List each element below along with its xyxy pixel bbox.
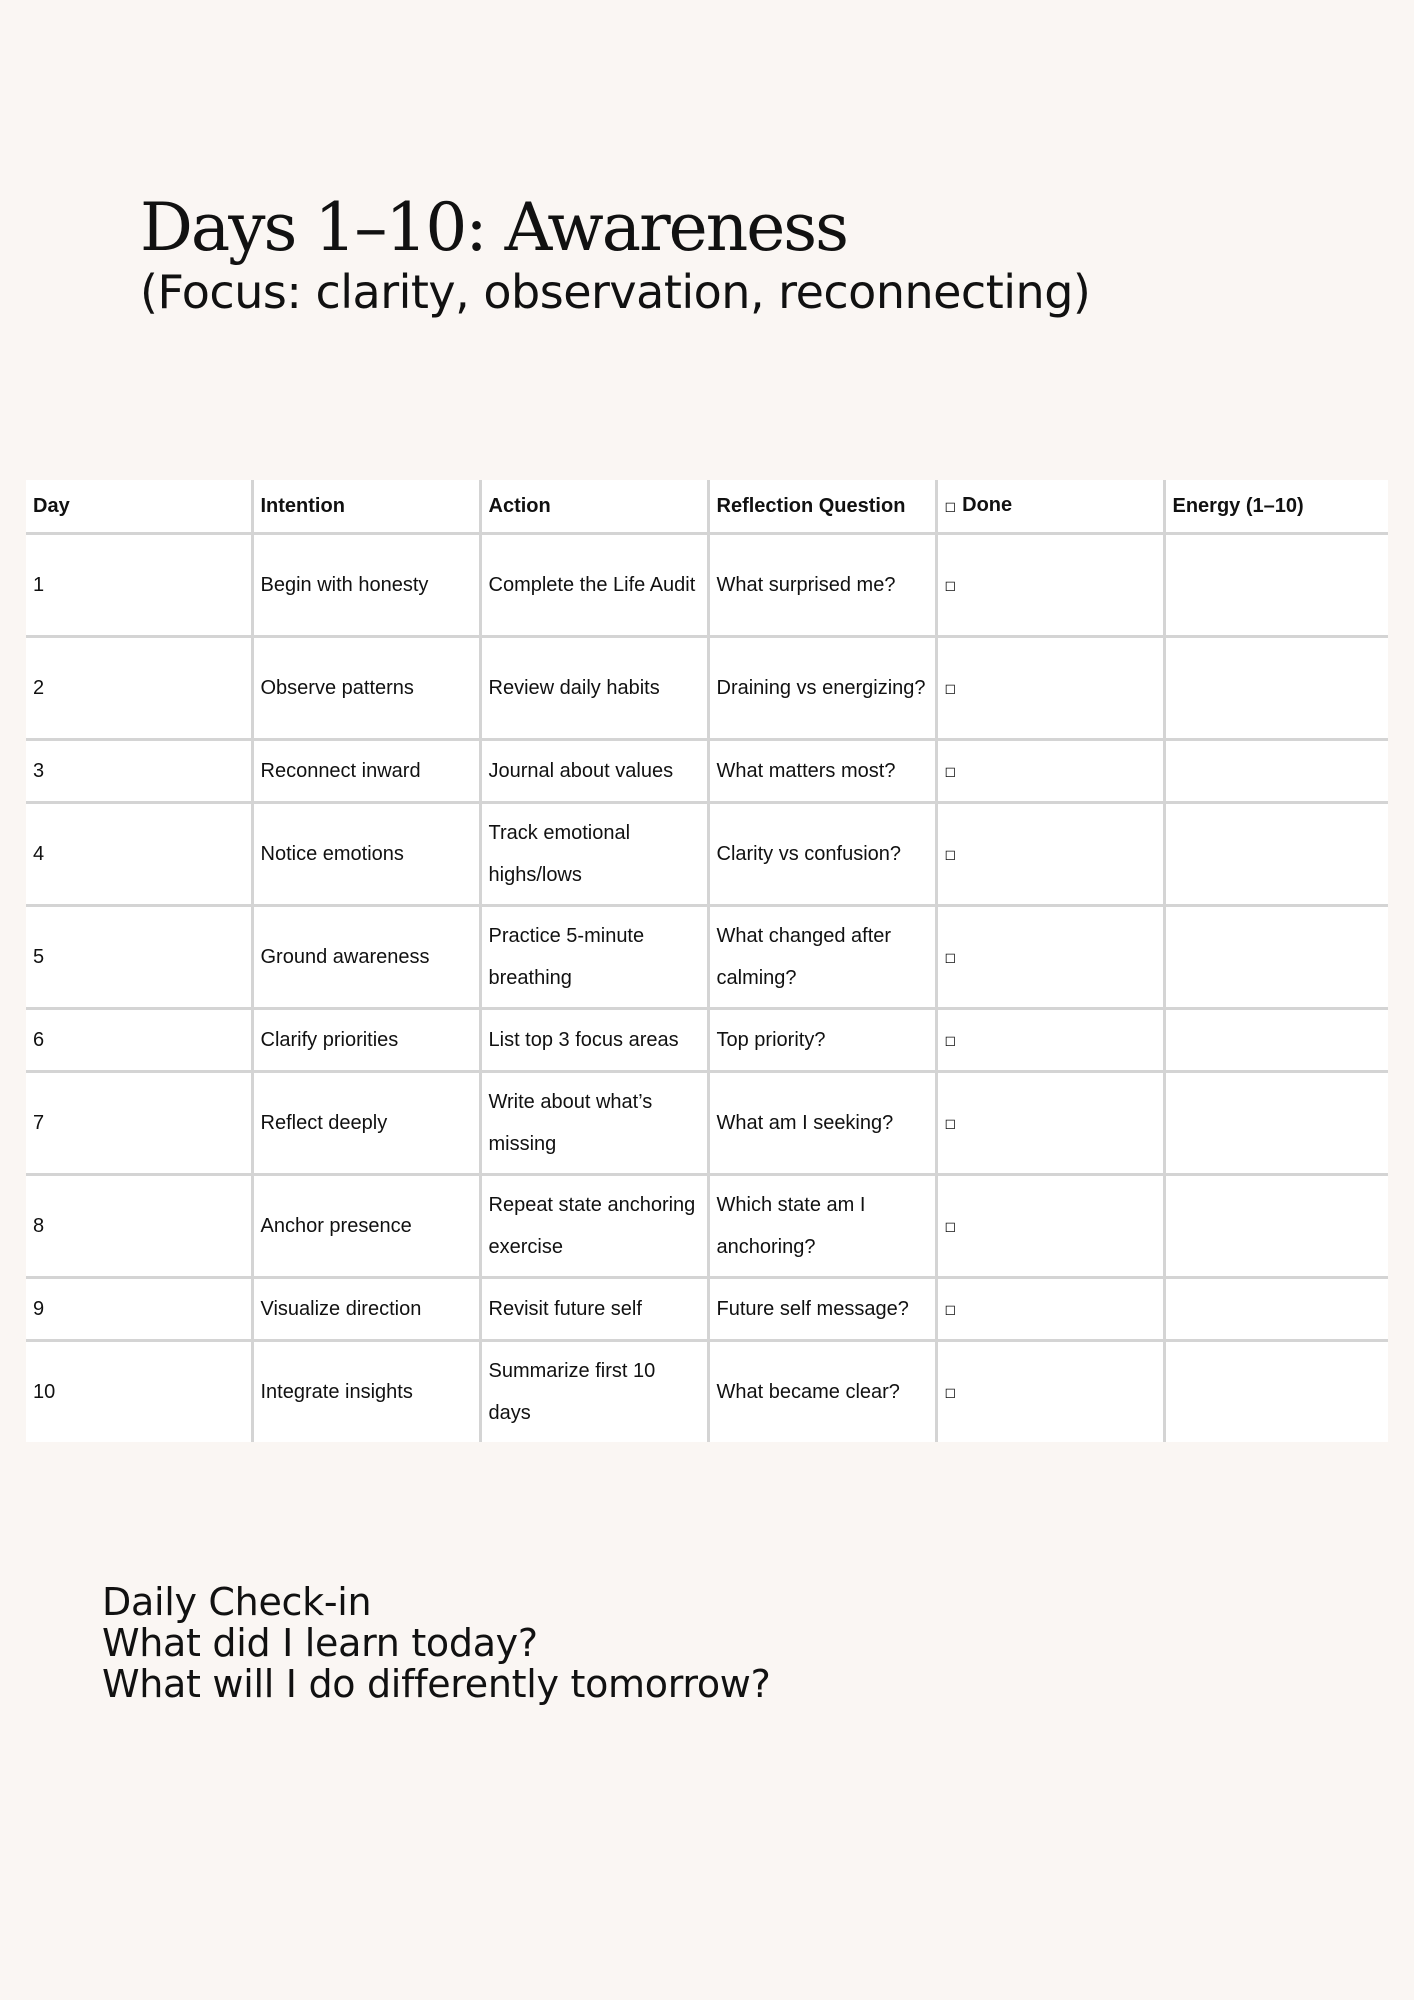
cell-reflection: Future self message? <box>708 1278 936 1341</box>
cell-day: 8 <box>26 1175 252 1278</box>
cell-action: Repeat state anchoring exercise <box>480 1175 708 1278</box>
table-row <box>26 803 1388 906</box>
cell-day: 7 <box>26 1072 252 1175</box>
cell-energy[interactable] <box>1164 803 1388 906</box>
cell-reflection: What became clear? <box>708 1341 936 1443</box>
header-day: Day <box>26 480 252 534</box>
page-title: Days 1–10: Awareness <box>140 189 848 266</box>
checkbox-icon[interactable]: ◻ <box>944 1385 957 1401</box>
checkbox-icon[interactable]: ◻ <box>944 578 957 594</box>
cell-day: 4 <box>26 803 252 906</box>
checkbox-icon[interactable]: ◻ <box>944 681 957 697</box>
checkin-question-learn: What did I learn today? <box>102 1621 538 1665</box>
cell-day: 10 <box>33 1381 56 1403</box>
cell-action: Review daily habits <box>480 637 708 740</box>
cell-energy[interactable] <box>1164 534 1388 637</box>
cell-energy[interactable] <box>1164 1278 1388 1341</box>
page-subtitle: (Focus: clarity, observation, reconnecting) <box>140 265 1091 319</box>
cell-action: Track emotional highs/lows <box>480 803 708 906</box>
cell-energy[interactable] <box>1164 1341 1388 1443</box>
table-row <box>26 1072 1388 1175</box>
table-row <box>26 637 1388 740</box>
cell-reflection: Top priority? <box>708 1009 936 1072</box>
cell-done[interactable] <box>936 534 1164 637</box>
cell-intention: Begin with honesty <box>252 534 480 637</box>
header-done <box>936 480 1164 534</box>
checkbox-icon[interactable]: ◻ <box>944 950 957 966</box>
cell-done[interactable] <box>936 906 1164 1009</box>
page-header <box>140 188 1090 322</box>
cell-action: List top 3 focus areas <box>480 1009 708 1072</box>
table-row <box>26 1009 1388 1072</box>
cell-done[interactable] <box>936 637 1164 740</box>
cell-reflection: What am I seeking? <box>708 1072 936 1175</box>
checkbox-icon[interactable]: ◻ <box>944 847 957 863</box>
cell-done[interactable] <box>936 1341 1164 1443</box>
table-row <box>26 906 1388 1009</box>
checkbox-icon[interactable]: ◻ <box>944 764 957 780</box>
cell-energy[interactable] <box>1164 1175 1388 1278</box>
cell-day: 9 <box>26 1278 252 1341</box>
cell-reflection: Clarity vs confusion? <box>708 803 936 906</box>
cell-done[interactable] <box>936 740 1164 803</box>
header-energy: Energy (1–10) <box>1164 480 1388 534</box>
daily-checkin <box>102 1582 770 1705</box>
cell-done[interactable] <box>936 1278 1164 1341</box>
header-done-label: Done <box>962 494 1013 516</box>
cell-intention: Clarify priorities <box>252 1009 480 1072</box>
cell-action: Write about what’s missing <box>480 1072 708 1175</box>
table-row <box>26 1341 1388 1443</box>
cell-day: 6 <box>26 1009 252 1072</box>
checkbox-icon[interactable]: ◻ <box>944 1116 957 1132</box>
checkin-title: Daily Check-in <box>102 1580 372 1624</box>
cell-energy[interactable] <box>1164 740 1388 803</box>
cell-day: 2 <box>26 637 252 740</box>
cell-intention: Notice emotions <box>252 803 480 906</box>
cell-done[interactable] <box>936 1175 1164 1278</box>
cell-intention: Observe patterns <box>252 637 480 740</box>
awareness-plan-table <box>26 480 1388 1442</box>
cell-intention: Ground awareness <box>252 906 480 1009</box>
cell-reflection: Which state am I anchoring? <box>708 1175 936 1278</box>
checkbox-icon: ◻ <box>944 499 957 515</box>
table-header-row <box>26 480 1388 534</box>
table-row <box>26 534 1388 637</box>
cell-day: 3 <box>26 740 252 803</box>
table-row <box>26 1175 1388 1278</box>
header-action: Action <box>480 480 708 534</box>
cell-action: Journal about values <box>480 740 708 803</box>
checkin-question-tomorrow: What will I do differently tomorrow? <box>102 1662 771 1706</box>
cell-intention: Visualize direction <box>252 1278 480 1341</box>
cell-action: Practice 5-minute breathing <box>480 906 708 1009</box>
cell-energy[interactable] <box>1164 637 1388 740</box>
cell-day: 1 <box>26 534 252 637</box>
cell-action: Complete the Life Audit <box>480 534 708 637</box>
table-row <box>26 740 1388 803</box>
checkbox-icon[interactable]: ◻ <box>944 1302 957 1318</box>
cell-reflection: What changed after calming? <box>708 906 936 1009</box>
cell-action: Revisit future self <box>480 1278 708 1341</box>
cell-done[interactable] <box>936 1072 1164 1175</box>
cell-done[interactable] <box>936 1009 1164 1072</box>
cell-energy[interactable] <box>1164 1009 1388 1072</box>
cell-reflection: What matters most? <box>708 740 936 803</box>
cell-reflection: What surprised me? <box>708 534 936 637</box>
cell-action: Summarize first 10 days <box>480 1341 708 1443</box>
cell-intention: Reflect deeply <box>252 1072 480 1175</box>
checkbox-icon[interactable]: ◻ <box>944 1033 957 1049</box>
cell-reflection: Draining vs energizing? <box>708 637 936 740</box>
cell-energy[interactable] <box>1164 906 1388 1009</box>
checkbox-icon[interactable]: ◻ <box>944 1219 957 1235</box>
cell-intention: Reconnect inward <box>252 740 480 803</box>
cell-energy[interactable] <box>1164 1072 1388 1175</box>
cell-intention: Integrate insights <box>252 1341 480 1443</box>
cell-done[interactable] <box>936 803 1164 906</box>
cell-day: 5 <box>26 906 252 1009</box>
header-intention: Intention <box>252 480 480 534</box>
table-row <box>26 1278 1388 1341</box>
cell-intention: Anchor presence <box>252 1175 480 1278</box>
header-reflection-question: Reflection Question <box>708 480 936 534</box>
